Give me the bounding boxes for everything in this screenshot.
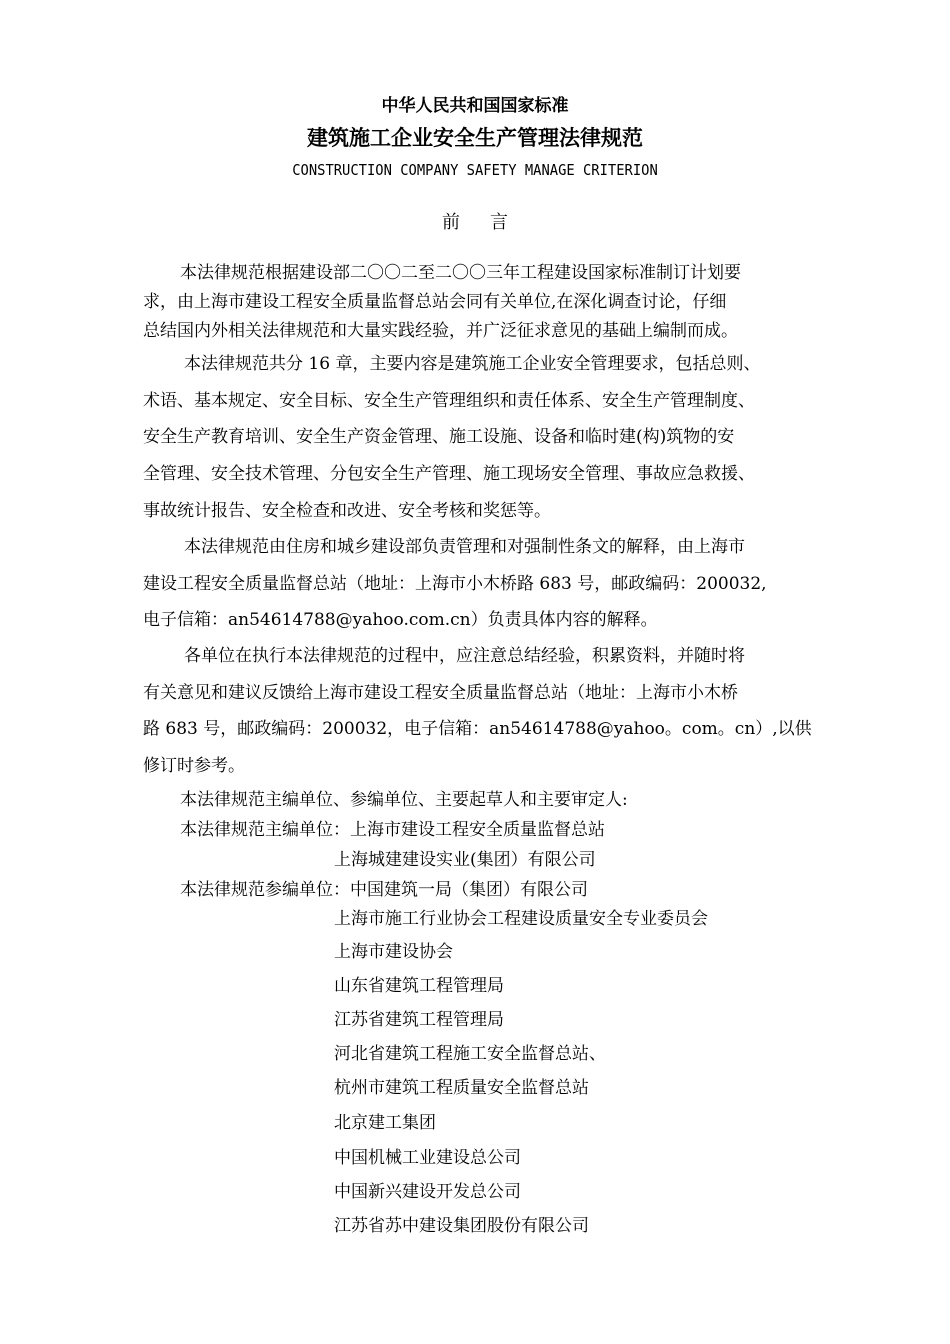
participating-unit-item: 北京建工集团	[334, 1113, 436, 1133]
paragraph-4-line: 各单位在执行本法律规范的过程中，应注意总结经验，积累资料，并随时将	[184, 646, 745, 666]
units-intro: 本法律规范主编单位、参编单位、主要起草人和主要审定人:	[180, 790, 628, 810]
paragraph-1-line: 求，由上海市建设工程安全质量监督总站会同有关单位,在深化调查讨论，仔细	[143, 292, 727, 312]
chief-units-line: 本法律规范主编单位：上海市建设工程安全质量监督总站	[180, 820, 605, 840]
paragraph-2-line: 本法律规范共分 16 章，主要内容是建筑施工企业安全管理要求，包括总则、	[184, 354, 761, 374]
document-title: 建筑施工企业安全生产管理法律规范	[307, 126, 643, 150]
chief-unit-item: 上海城建建设实业(集团）有限公司	[334, 850, 596, 870]
paragraph-2-line: 术语、基本规定、安全目标、安全生产管理组织和责任体系、安全生产管理制度、	[143, 391, 755, 411]
paragraph-2-line: 全管理、安全技术管理、分包安全生产管理、施工现场安全管理、事故应急救援、	[143, 464, 755, 484]
paragraph-3-line: 本法律规范由住房和城乡建设部负责管理和对强制性条文的解释，由上海市	[184, 537, 745, 557]
participating-unit-item: 江苏省苏中建设集团股份有限公司	[334, 1216, 589, 1236]
document-title-english: CONSTRUCTION COMPANY SAFETY MANAGE CRITERION	[292, 161, 658, 179]
participating-unit-item: 杭州市建筑工程质量安全监督总站	[334, 1078, 589, 1098]
paragraph-2-line: 事故统计报告、安全检查和改进、安全考核和奖惩等。	[143, 501, 551, 521]
paragraph-3-line: 电子信箱：an54614788@yahoo.com.cn）负责具体内容的解释。	[143, 610, 658, 630]
participating-unit-item: 江苏省建筑工程管理局	[334, 1010, 504, 1030]
paragraph-1-line: 总结国内外相关法律规范和大量实践经验，并广泛征求意见的基础上编制而成。	[143, 321, 738, 341]
participating-unit-item: 中国新兴建设开发总公司	[334, 1182, 521, 1202]
participating-units-line: 本法律规范参编单位：中国建筑一局（集团）有限公司	[180, 880, 588, 900]
paragraph-1-line: 本法律规范根据建设部二〇〇二至二〇〇三年工程建设国家标准制订计划要	[180, 263, 741, 283]
paragraph-4-line: 路 683 号，邮政编码：200032，电子信箱：an54614788@yahoo。com。cn）,以供	[143, 719, 812, 739]
paragraph-2-line: 安全生产教育培训、安全生产资金管理、施工设施、设备和临时建(构)筑物的安	[143, 427, 735, 447]
paragraph-4-line: 有关意见和建议反馈给上海市建设工程安全质量监督总站（地址：上海市小木桥	[143, 683, 738, 703]
participating-unit-item: 上海市施工行业协会工程建设质量安全专业委员会	[334, 909, 708, 929]
participating-unit-item: 河北省建筑工程施工安全监督总站、	[334, 1044, 606, 1064]
paragraph-3-line: 建设工程安全质量监督总站（地址：上海市小木桥路 683 号，邮政编码：200032,	[143, 574, 767, 594]
standard-category-heading: 中华人民共和国国家标准	[381, 96, 569, 116]
participating-unit-item: 山东省建筑工程管理局	[334, 976, 504, 996]
participating-unit-item: 中国机械工业建设总公司	[334, 1148, 521, 1168]
paragraph-4-line: 修订时参考。	[143, 756, 245, 776]
preface-heading: 前言	[442, 212, 538, 233]
participating-unit-item: 上海市建设协会	[334, 942, 453, 962]
